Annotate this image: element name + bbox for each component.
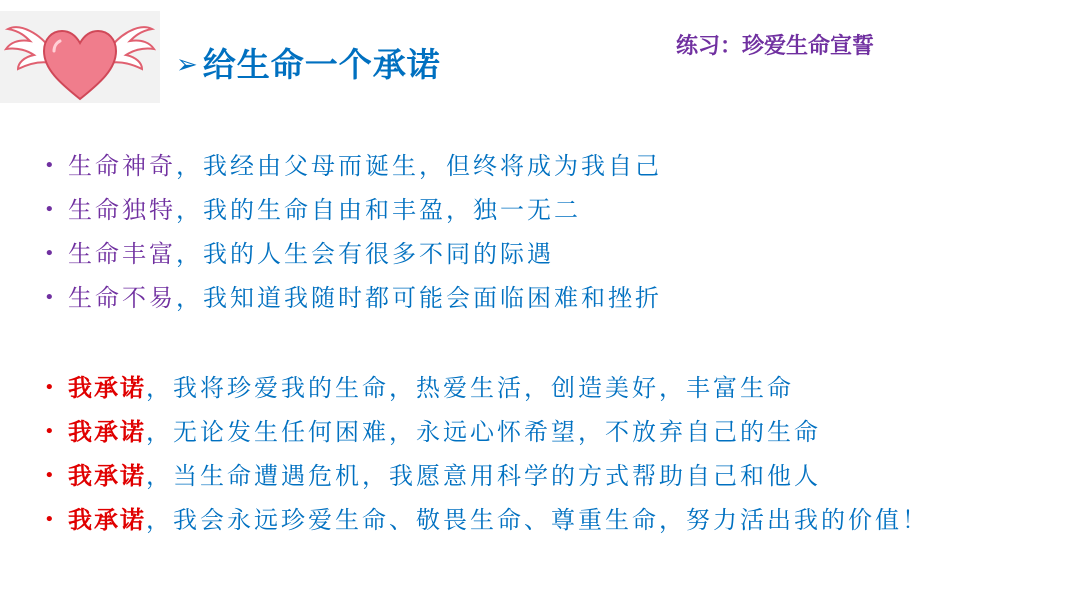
bullet-dot: •	[44, 155, 55, 176]
life-statements-list	[44, 144, 662, 320]
list-item	[44, 188, 662, 232]
promise-key: 我承诺	[68, 373, 146, 402]
statement-key: 生命不易	[68, 284, 176, 312]
statement-key: 生命独特	[68, 196, 176, 224]
statement-key: 生命丰富	[68, 240, 176, 268]
bullet-dot: •	[44, 287, 55, 308]
statement-text: ，我的生命自由和丰盈，独一无二	[176, 196, 581, 224]
title-text: 给生命一个承诺	[202, 45, 441, 84]
list-item	[44, 232, 662, 276]
promise-key: 我承诺	[68, 505, 146, 534]
bullet-dot: •	[44, 199, 55, 220]
bullet-dot: •	[44, 465, 55, 486]
list-item	[44, 410, 929, 454]
list-item	[44, 454, 929, 498]
statement-key: 生命神奇	[68, 152, 176, 180]
promise-text: ，无论发生任何困难，永远心怀希望，不放弃自己的生命	[146, 418, 821, 446]
promise-key: 我承诺	[68, 461, 146, 490]
promise-text: ，当生命遭遇危机，我愿意用科学的方式帮助自己和他人	[146, 462, 821, 490]
bullet-dot: •	[44, 509, 55, 530]
exercise-subtitle: 练习：珍爱生命宣誓	[676, 34, 875, 59]
promise-text: ，我会永远珍爱生命、敬畏生命、尊重生命，努力活出我的价值！	[146, 506, 929, 534]
bullet-dot: •	[44, 377, 55, 398]
promise-text: ，我将珍爱我的生命，热爱生活，创造美好，丰富生命	[146, 374, 794, 402]
bullet-dot: •	[44, 243, 55, 264]
promise-key: 我承诺	[68, 417, 146, 446]
winged-heart-logo	[0, 11, 160, 103]
statement-text: ，我知道我随时都可能会面临困难和挫折	[176, 284, 662, 312]
arrow-bullet-icon: ➢	[176, 49, 199, 80]
statement-text: ，我经由父母而诞生，但终将成为我自己	[176, 152, 662, 180]
bullet-dot: •	[44, 421, 55, 442]
statement-text: ，我的人生会有很多不同的际遇	[176, 240, 554, 268]
list-item	[44, 144, 662, 188]
promises-list	[44, 366, 929, 542]
list-item	[44, 498, 929, 542]
list-item	[44, 366, 929, 410]
list-item	[44, 276, 662, 320]
winged-heart-icon	[0, 11, 160, 103]
page-title	[176, 45, 441, 84]
